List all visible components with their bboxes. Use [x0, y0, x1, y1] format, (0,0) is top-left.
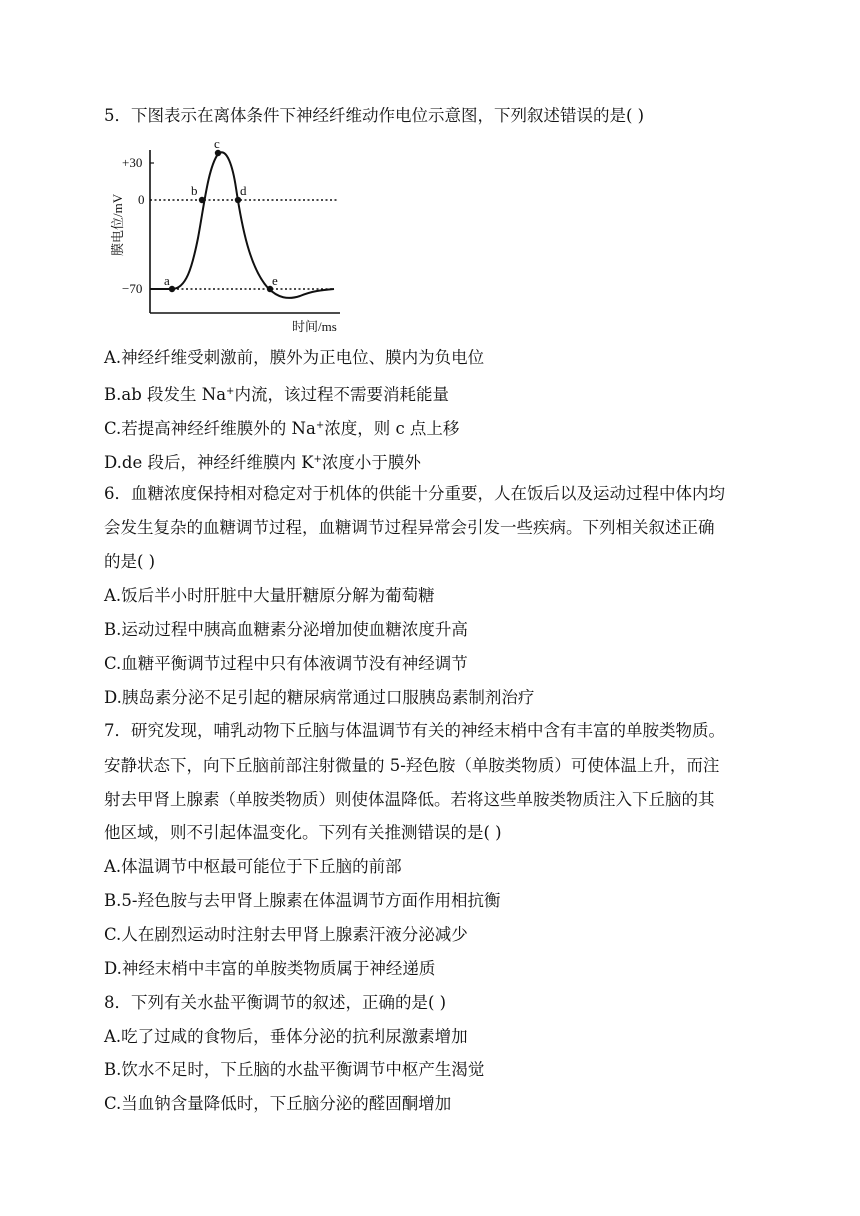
label-e: e: [272, 273, 278, 288]
question-8-stem: 8．下列有关水盐平衡调节的叙述，正确的是( ): [104, 993, 447, 1012]
q6-option-a: A.饭后半小时肝脏中大量肝糖原分解为葡萄糖: [104, 586, 435, 605]
q6-option-c: C.血糖平衡调节过程中只有体液调节没有神经调节: [104, 654, 468, 673]
question-7-stem-line: 他区域，则不引起体温变化。下列有关推测错误的是( ): [104, 823, 502, 842]
label-b: b: [191, 183, 198, 198]
label-a: a: [164, 273, 170, 288]
q7-option-c: C.人在剧烈运动时注射去甲肾上腺素汗液分泌减少: [104, 925, 468, 944]
q5-option-a: A.神经纤维受刺激前，膜外为正电位、膜内为负电位: [104, 348, 485, 367]
q5-option-d: D.de 段后，神经纤维膜内 K+浓度小于膜外: [104, 453, 421, 472]
action-potential-graph: [100, 138, 360, 338]
q8-option-b: B.饮水不足时，下丘脑的水盐平衡调节中枢产生渴觉: [104, 1060, 485, 1079]
label-c: c: [214, 138, 220, 151]
q7-option-d: D.神经末梢中丰富的单胺类物质属于神经递质: [104, 959, 436, 978]
q8-option-c: C.当血钠含量降低时，下丘脑分泌的醛固酮增加: [104, 1094, 452, 1113]
question-6-stem-line: 会发生复杂的血糖调节过程，血糖调节过程异常会引发一些疾病。下列相关叙述正确: [104, 518, 715, 537]
question-5-stem: 5．下图表示在离体条件下神经纤维动作电位示意图，下列叙述错误的是( ): [104, 106, 645, 125]
tick-minus70: −70: [122, 281, 143, 296]
q5-option-b: B.ab 段发生 Na+内流，该过程不需要消耗能量: [104, 385, 449, 404]
q6-option-d: D.胰岛素分泌不足引起的糖尿病常通过口服胰岛素制剂治疗: [104, 688, 535, 707]
question-7-stem-line: 射去甲肾上腺素（单胺类物质）则使体温降低。若将这些单胺类物质注入下丘脑的其: [104, 790, 715, 809]
x-axis-label: 时间/ms: [292, 319, 337, 334]
tick-zero: 0: [138, 192, 145, 207]
label-d: d: [240, 183, 247, 198]
tick-plus30: +30: [122, 155, 143, 170]
q7-option-b: B.5-羟色胺与去甲肾上腺素在体温调节方面作用相抗衡: [104, 891, 501, 910]
question-7-stem-line: 安静状态下，向下丘脑前部注射微量的 5-羟色胺（单胺类物质）可使体温上升，而注: [104, 756, 720, 775]
question-6-stem-line: 的是( ): [104, 552, 156, 571]
question-6-stem-line: 6．血糖浓度保持相对稳定对于机体的供能十分重要，人在饭后以及运动过程中体内均: [104, 484, 725, 503]
potential-curve: [150, 152, 334, 298]
q7-option-a: A.体温调节中枢最可能位于下丘脑的前部: [104, 857, 402, 876]
q5-option-c: C.若提高神经纤维膜外的 Na+浓度，则 c 点上移: [104, 419, 460, 438]
q6-option-b: B.运动过程中胰高血糖素分泌增加使血糖浓度升高: [104, 620, 468, 639]
q8-option-a: A.吃了过咸的食物后，垂体分泌的抗利尿激素增加: [104, 1027, 468, 1046]
question-7-stem-line: 7．研究发现，哺乳动物下丘脑与体温调节有关的神经末梢中含有丰富的单胺类物质。: [104, 721, 725, 740]
y-axis-label: 膜电位/mV: [110, 193, 125, 256]
point-b: [199, 197, 205, 203]
action-potential-figure: [100, 138, 360, 338]
